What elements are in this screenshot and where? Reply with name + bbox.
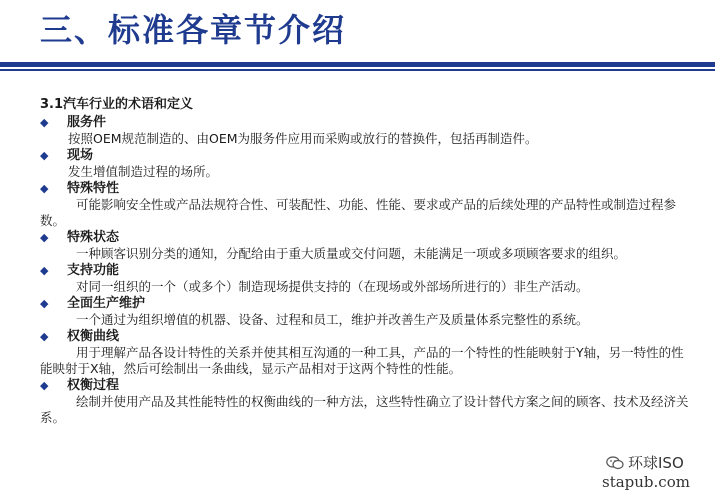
term-item [40,114,690,147]
wechat-icon [606,456,624,470]
term-row [40,328,690,345]
term-item [40,328,690,377]
term-title: 全面生产维护 [67,296,146,311]
watermark-name: 环球ISO [628,454,684,472]
term-title: 现场 [67,148,94,163]
term-definition: 对同一组织的一个（或多个）制造现场提供支持的（在现场或外部场所进行的）非生产活动。 [68,279,589,294]
title-subrule [0,69,715,71]
term-definition: 绘制并使用产品及其性能特性的权衡曲线的一种方法，这些特性确立了设计替代方案之间的顾客、技术及经济关系。 [40,394,689,425]
section-heading: 3.1汽车行业的术语和定义 [40,97,194,112]
page-title: 三、标准各章节介绍 [40,11,347,49]
term-row [40,180,690,197]
term-row [40,147,690,164]
term-title: 特殊状态 [67,230,120,245]
diamond-bullet-icon: ◆ [40,264,49,277]
diamond-bullet-icon: ◆ [40,330,49,343]
term-definition: 一种顾客识别分类的通知，分配给由于重大质量或交付问题，未能满足一项或多项顾客要求的组织。 [68,246,626,261]
term-item [40,295,690,328]
term-row [40,114,690,131]
term-definition: 可能影响安全性或产品法规符合性、可装配性、功能、性能、要求或产品的后续处理的产品特性或制造过程参数。 [40,197,676,228]
diamond-bullet-icon: ◆ [40,182,49,195]
term-item [40,262,690,295]
diamond-bullet-icon: ◆ [40,116,49,129]
term-row [40,295,690,312]
term-item [40,377,690,426]
term-item [40,147,690,180]
term-definition: 发生增值制造过程的场所。 [68,164,219,179]
term-title: 支持功能 [67,263,120,278]
term-row [40,377,690,394]
term-row [40,262,690,279]
term-definition: 一个通过为组织增值的机器、设备、过程和员工，维护并改善生产及质量体系完整性的系统。 [68,312,589,327]
terms-list [40,114,690,426]
content-area [40,96,690,426]
term-item [40,180,690,229]
term-item [40,229,690,262]
term-row [40,229,690,246]
watermark-url: stapub.com [602,473,690,491]
term-title: 特殊特性 [67,181,120,196]
term-title: 服务件 [67,115,107,130]
diamond-bullet-icon: ◆ [40,149,49,162]
term-definition: 用于理解产品各设计特性的关系并使其相互沟通的一种工具，产品的一个特性的性能映射于Y轴，另一特性的性能映射于X轴，然后可绘制出一条曲线，显示产品相对于这两个特性的性能。 [40,345,684,376]
term-title: 权衡过程 [67,378,120,393]
title-rule [0,62,715,67]
term-title: 权衡曲线 [67,329,120,344]
diamond-bullet-icon: ◆ [40,379,49,392]
diamond-bullet-icon: ◆ [40,231,49,244]
term-definition: 按照OEM规范制造的、由OEM为服务件应用而采购或放行的替换件，包括再制造件。 [68,131,538,146]
diamond-bullet-icon: ◆ [40,297,49,310]
